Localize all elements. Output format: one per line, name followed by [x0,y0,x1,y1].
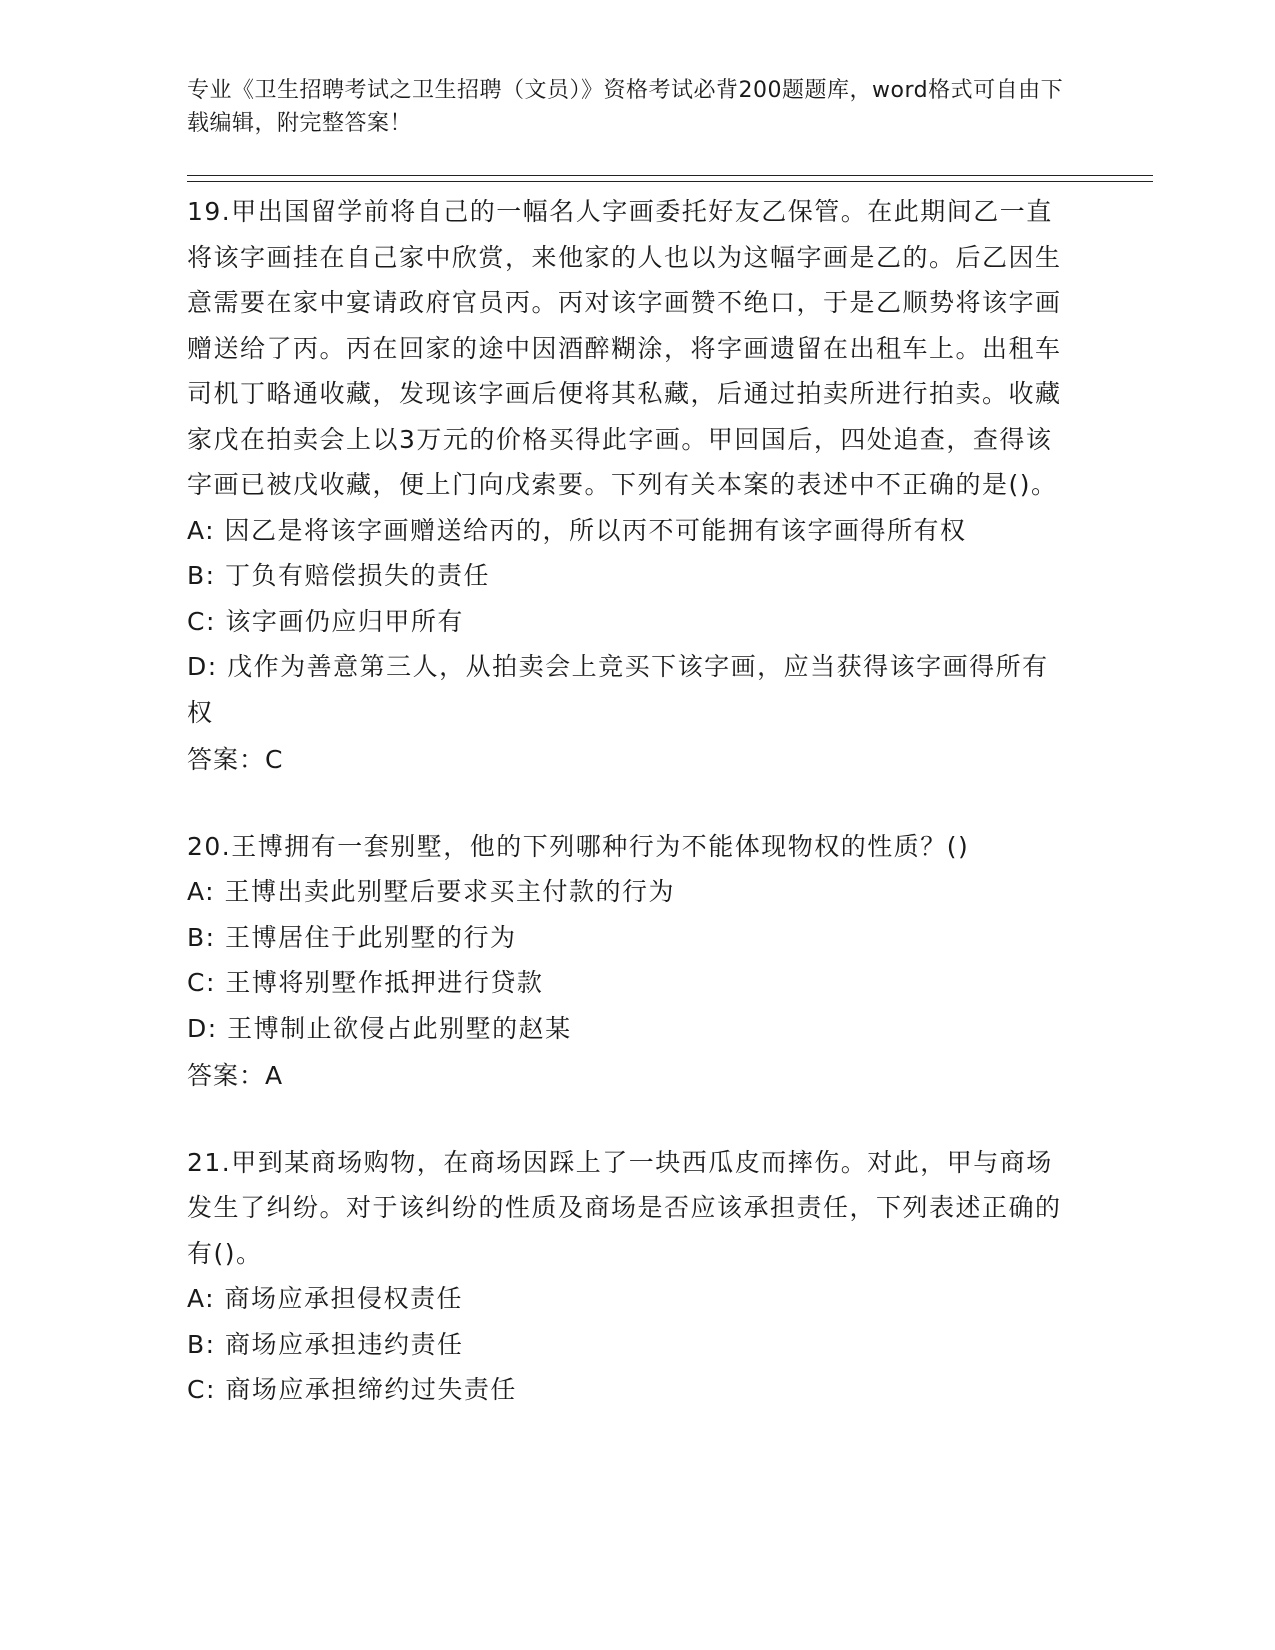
option-c: C: 商场应承担缔约过失责任 [187,1375,517,1404]
option-a: A: 商场应承担侵权责任 [187,1284,464,1313]
spacer [187,1099,1067,1140]
question-text: 20.王博拥有一套别墅，他的下列哪种行为不能体现物权的性质？() [187,831,970,861]
spacer [187,783,1067,824]
header-divider-thick [187,175,1153,176]
option-c: C: 该字画仍应归甲所有 [187,606,464,636]
option-d: D: 戊作为善意第三人，从拍卖会上竞买下该字画，应当获得该字画得所有权 [187,652,1049,727]
answer: 答案：A [187,1061,284,1090]
header-divider-thin [187,181,1153,182]
option-d: D: 王博制止欲侵占此别墅的赵某 [187,1013,572,1043]
option-a: A: 王博出卖此别墅后要求买主付款的行为 [187,877,676,906]
question-21 [187,1140,1067,1413]
option-c: C: 王博将别墅作抵押进行贷款 [187,968,544,997]
option-b: B: 王博居住于此别墅的行为 [187,922,517,952]
question-text: 19.甲出国留学前将自己的一幅名人字画委托好友乙保管。在此期间乙一直将该字画挂在自己家中欣赏，来他家的人也以为这幅字画是乙的。后乙因生意需要在家中宴请政府官员丙。丙对该字画赞不绝口，于是乙顺势将该字画赠送给了丙。丙在回家的途中因酒醉糊涂，将字画遗留在出租车上。出租车司机丁略通收藏，发现该字画后便将其私藏，后通过拍卖所进行拍卖。收藏家戊在拍卖会上以3万元的价格买得此字画。甲回国后，四处追查，查得该字画已被戊收藏，便上门向戊索要。下列有关本案的表述中不正确的是()。 [187,197,1062,499]
question-20 [187,824,1067,1099]
option-b: B: 丁负有赔偿损失的责任 [187,561,491,590]
question-text: 21.甲到某商场购物，在商场因踩上了一块西瓜皮而摔伤。对此，甲与商场发生了纠纷。对于该纠纷的性质及商场是否应该承担责任，下列表述正确的有()。 [187,1147,1062,1268]
option-b: B: 商场应承担违约责任 [187,1329,464,1359]
document-header: 专业《卫生招聘考试之卫生招聘（文员）》资格考试必背200题题库，word格式可自由下载编辑，附完整答案！ [187,78,1064,136]
question-19 [187,189,1067,783]
option-a: A: 因乙是将该字画赠送给丙的，所以丙不可能拥有该字画得所有权 [187,515,967,545]
answer: 答案：C [187,745,284,774]
question-list [187,189,1067,1413]
